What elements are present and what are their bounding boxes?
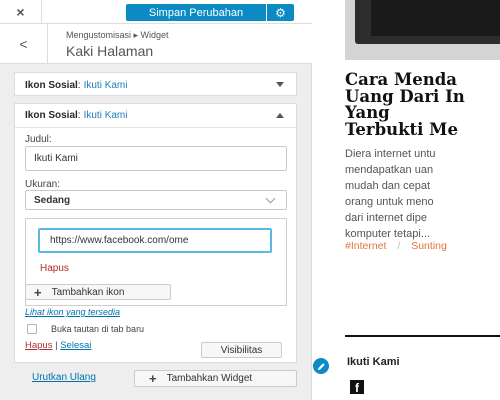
facebook-icon[interactable]: f xyxy=(350,380,364,394)
actions-separator: | xyxy=(55,340,58,351)
widget-actions xyxy=(25,340,91,351)
delete-widget-link[interactable]: Hapus xyxy=(25,340,53,351)
available-icons-link[interactable]: Lihat ikon yang tersedia xyxy=(25,307,121,317)
add-icon-button[interactable] xyxy=(25,284,171,300)
section-header xyxy=(0,24,312,64)
post-title-line: Yang xyxy=(345,103,390,122)
reorder-link[interactable]: Urutkan Ulang xyxy=(32,372,96,383)
size-select[interactable] xyxy=(25,190,287,210)
excerpt-line: komputer tetapi... xyxy=(345,228,430,240)
size-select-value: Sedang xyxy=(34,194,71,206)
gear-icon: ⚙ xyxy=(275,5,286,20)
collapse-arrow-icon[interactable] xyxy=(276,113,284,118)
excerpt-line: dari internet dipe xyxy=(345,212,427,224)
size-field-label: Ukuran: xyxy=(25,179,61,190)
post-meta xyxy=(345,240,447,252)
excerpt-line: Diera internet untu xyxy=(345,148,436,160)
visibility-button[interactable]: Visibilitas xyxy=(201,342,282,358)
add-widget-label: Tambahkan Widget xyxy=(166,373,253,384)
icon-url-input[interactable]: https://www.facebook.com/ome xyxy=(38,228,272,253)
widget-header[interactable]: Ikon Sosial : Ikuti Kami xyxy=(15,104,296,128)
section-title: Kaki Halaman xyxy=(66,43,154,59)
breadcrumb: Mengustomisasi ▸ Widget xyxy=(66,30,169,40)
widget-social-icons-expanded xyxy=(14,103,297,363)
widget-header[interactable]: Ikon Sosial : Ikuti Kami xyxy=(25,79,128,91)
title-field-label: Judul: xyxy=(25,134,52,145)
done-link[interactable]: Selesai xyxy=(60,340,92,351)
add-icon-label: Tambahkan ikon xyxy=(51,286,125,298)
widget-title: Ikuti Kami xyxy=(83,110,128,121)
excerpt-line: mudah dan cepat xyxy=(345,180,431,192)
close-customizer-button[interactable] xyxy=(0,0,42,24)
site-preview xyxy=(313,0,500,400)
add-widget-button[interactable] xyxy=(134,370,297,387)
post-excerpt xyxy=(345,146,500,242)
widget-type-label: Ikon Sosial xyxy=(25,110,78,121)
post-featured-image[interactable] xyxy=(345,0,500,60)
post-title-line: Cara Menda xyxy=(345,70,457,89)
chevron-down-icon xyxy=(266,194,276,204)
post-title[interactable] xyxy=(345,72,500,138)
meta-separator: / xyxy=(397,240,401,252)
new-tab-checkbox[interactable] xyxy=(27,324,37,334)
excerpt-line: orang untuk meno xyxy=(345,196,434,208)
remove-icon-link[interactable]: Hapus xyxy=(40,263,69,274)
plus-icon: + xyxy=(34,284,42,300)
title-input[interactable]: Ikuti Kami xyxy=(25,146,287,171)
publish-settings-button[interactable] xyxy=(267,4,294,21)
laptop-screen-shape xyxy=(371,0,500,36)
widget-social-icons-collapsed[interactable] xyxy=(14,72,297,96)
pencil-icon xyxy=(317,362,326,371)
edit-shortcut-pencil-icon[interactable] xyxy=(313,358,329,374)
excerpt-line: mendapatkan uan xyxy=(345,164,434,176)
new-tab-label: Buka tautan di tab baru xyxy=(51,324,145,334)
save-changes-button[interactable]: Simpan Perubahan xyxy=(126,4,266,21)
post-title-line: Terbukti Me xyxy=(345,119,458,139)
widget-title: Ikuti Kami xyxy=(83,79,128,91)
close-icon: × xyxy=(16,4,25,20)
customizer-header xyxy=(0,0,312,24)
edit-post-link[interactable]: Sunting xyxy=(411,240,447,252)
plus-icon: + xyxy=(149,371,157,386)
widget-type-label: Ikon Sosial xyxy=(25,79,78,91)
back-button[interactable] xyxy=(0,24,48,64)
footer-widget-title: Ikuti Kami xyxy=(347,356,400,368)
post-title-line: Uang Dari In xyxy=(345,86,465,106)
expand-arrow-icon[interactable] xyxy=(276,82,284,87)
chevron-left-icon: < xyxy=(19,36,28,52)
category-link[interactable]: #Internet xyxy=(345,240,387,252)
footer-divider xyxy=(345,335,500,337)
